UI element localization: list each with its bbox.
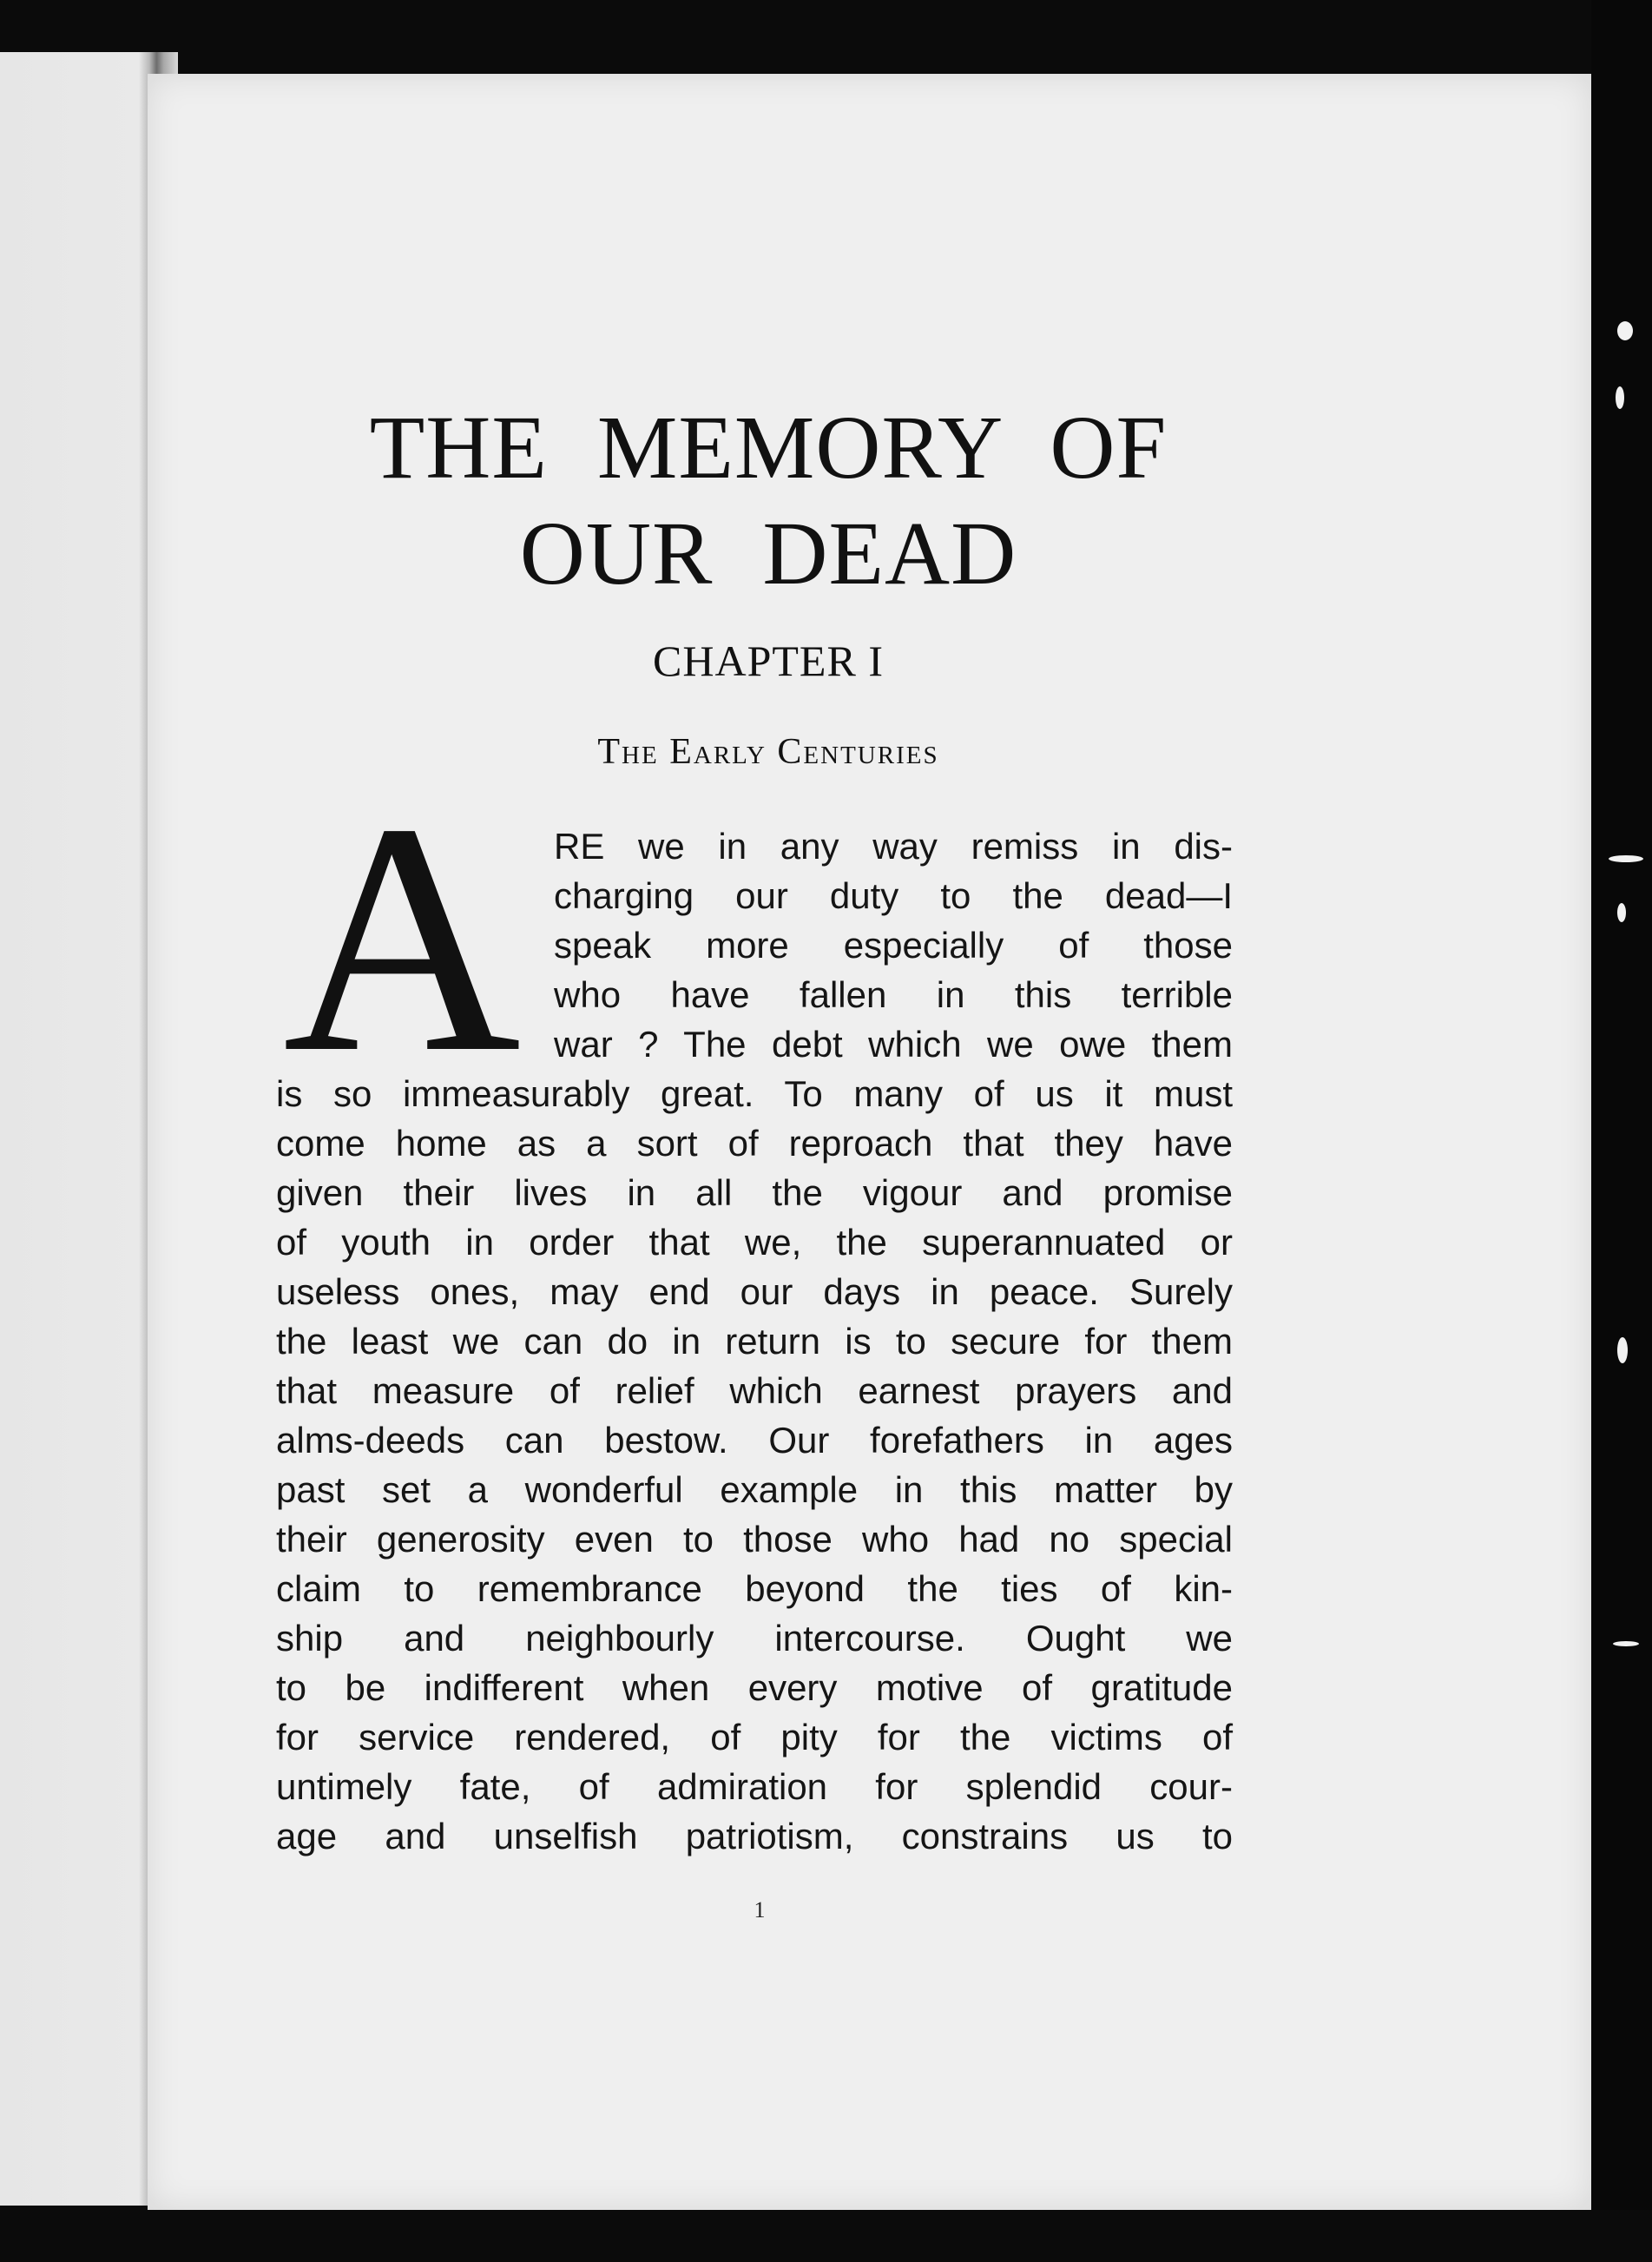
chapter-subtitle: The Early Centuries — [597, 732, 939, 772]
text-line: claim to remembrance beyond the ties of kin- — [276, 1568, 1233, 1609]
text-line: the least we can do in return is to secure for them — [276, 1321, 1233, 1362]
text-line: to be indifferent when every motive of gratitude — [276, 1667, 1233, 1708]
text-line: war ? The debt which we owe them — [554, 1024, 1233, 1065]
text-line: ship and neighbourly intercourse. Ought we — [276, 1618, 1233, 1659]
scan-bottom-border — [0, 2210, 1652, 2262]
body-text — [276, 821, 1233, 1861]
title-line-2: OUR DEAD — [519, 504, 1017, 603]
scan-speck — [1617, 1337, 1628, 1363]
text-line: alms-deeds can bestow. Our forefathers in ages — [276, 1420, 1233, 1461]
text-line: untimely fate, of admiration for splendid cour- — [276, 1766, 1233, 1807]
scan-speck — [1609, 855, 1643, 862]
scan-speck — [1616, 386, 1624, 409]
text-line: for service rendered, of pity for the victims of — [276, 1717, 1233, 1758]
text-line: charging our duty to the dead—I — [554, 875, 1233, 916]
text-line: who have fallen in this terrible — [554, 974, 1233, 1015]
text-line: of youth in order that we, the superannuated or — [276, 1222, 1233, 1263]
text-line: age and unselfish patriotism, constrains us to — [276, 1816, 1233, 1856]
text-line: come home as a sort of reproach that they have — [276, 1123, 1233, 1164]
text-line: useless ones, may end our days in peace. Surely — [276, 1271, 1233, 1312]
title-line-1: THE MEMORY OF — [369, 398, 1168, 498]
text-line: that measure of relief which earnest prayers and — [276, 1370, 1233, 1411]
text-line: their generosity even to those who had no special — [276, 1519, 1233, 1560]
scan-top-border — [0, 0, 1652, 54]
text-line: past set a wonderful example in this matter by — [276, 1469, 1233, 1510]
page-title — [278, 395, 1259, 607]
page-number: 1 — [754, 1897, 766, 1922]
scan-speck — [1617, 321, 1633, 340]
chapter-heading: CHAPTER I — [653, 636, 884, 685]
text-line: is so immeasurably great. To many of us it must — [276, 1073, 1233, 1114]
scan-right-border — [1591, 0, 1652, 2262]
text-line: given their lives in all the vigour and promise — [276, 1172, 1233, 1213]
scan-speck — [1613, 1641, 1639, 1646]
scan-speck — [1617, 903, 1626, 922]
text-line: RE we in any way remiss in dis- — [554, 826, 1233, 867]
drop-cap: A — [282, 755, 522, 1121]
text-line: speak more especially of those — [554, 925, 1233, 966]
